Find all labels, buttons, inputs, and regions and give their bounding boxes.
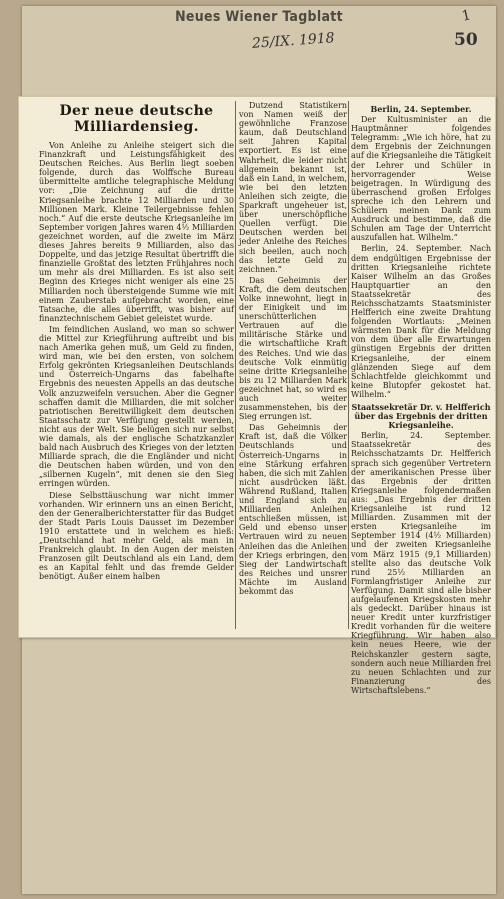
article-column-2 bbox=[239, 101, 347, 631]
article-paragraph: Der Kultusminister an die Hauptmänner folgendes Telegramm: „Wie ich höre, hat zu dem Ergebnis der Zeichnungen auf die Kriegsanleihe die Tätigkeit der Lehrer und Schüler in hervorragender Weise beigetragen. In Würdigung des überraschend großen Erfolges spreche ich den Lehrern und Schülern meinen Dank zum Ausdruck und bestimme, daß die Schulen am Tage der Unterricht auszufallen hat. Wilhelm.“ bbox=[351, 115, 491, 243]
article-paragraph: Im feindlichen Ausland, wo man so schwer die Mittel zur Kriegführung auftreibt und bis nach Amerika gehen muß, um Geld zu finden, wird man, wie bei den ersten, von solchem Erfolg gekrönten Kriegsanleihen Deutschlands und Österreich-Ungarns das fabelhafte Ergebnis des neuesten Appells an das deutsche Volk anzuzweifeln versuchen. Aber die Gegner schaffen damit die Milliarden, die mit solcher patriotischen Bereitwilligkeit dem deutschen Staatsschatz zur Verfügung gestellt werden, nicht aus der Welt. Sie belügen sich nur selbst wie damals, als der englische Schatzkanzler bald nach Ausbruch des Krieges von der letzten Milliarde sprach, die die Engländer und nicht die Deutschen haben würden, und von den „silbernen Kugeln“, mit denen sie den Sieg erringen würden. bbox=[39, 324, 234, 489]
article-column-3 bbox=[351, 101, 491, 695]
article-title: Der neue deutsche Milliardensieg. bbox=[59, 103, 214, 135]
newspaper-masthead: Neues Wiener Tagblatt bbox=[175, 9, 343, 25]
article-paragraph: Diese Selbsttäuschung war nicht immer vorhanden. Wir erinnern uns an einen Bericht, den der Generalberichterstatter für das Budget der Stadt Paris Louis Dausset im Dezember 1910 erstattete und in welchem es hieß: „Deutschland hat mehr Geld, als man in Frankreich glaubt. In den Augen der meisten Franzosen gilt Deutschland als ein Land, dem es an Kapital fehlt und das fremde Gelder benötigt. Außer einem halben bbox=[39, 490, 234, 582]
page-number: 50 bbox=[454, 30, 478, 50]
column-rule bbox=[348, 101, 349, 629]
article-paragraph: Berlin, 24. September. Staatssekretär des Reichsschatzamts Dr. Helfferich sprach sich gegenüber Vertretern der amerikanischen Presse über das Ergebnis der dritten Kriegsanleihe folgendermaßen aus: „Das Ergebnis der dritten Kriegsanleihe ist rund 12 Milliarden. Zusammen mit der ersten Kriegsanleihe im September 1914 (4½ Milliarden) und der zweiten Kriegsanleihe vom März 1915 (9,1 Milliarden) stellte also das deutsche Volk rund 25½ Milliarden an Formlangfristiger Anleihe zur Verfügung. Damit sind alle bisher aufgelaufenen Kriegskosten mehr als gedeckt. Darüber hinaus ist neuer Kredit unter kurzfristiger Kredit vorhanden für die weitere Kriegführung. Wir haben also kein neues Heere, wie der Reichskanzler gestern sagte, sondern auch neue Milliarden frei zu neuen Schlachten und zur Finanzierung des Wirtschaftslebens.“ bbox=[351, 431, 491, 695]
article-paragraph: Berlin, 24. September. Nach dem endgültigen Ergebnisse der dritten Kriegsanleihe richtete Kaiser Wilhelm an das Großes Hauptquartier an den Staatssekretär des Reichsschatzamts Staatsminister Helfferich eine zweite Drahtung folgenden Wortlauts: „Meinen wärmsten Dank für die Meldung von dem über alle Erwartungen günstigen Ergebnis der dritten Kriegsanleihe, der einem glänzenden Siege auf dem Schlachtfelde gleichkommt und keine Blutopfer gekostet hat. Wilhelm.“ bbox=[351, 244, 491, 399]
article-paragraph: Das Geheimnis der Kraft ist, daß die Völker Deutschlands und Österreich-Ungarns in eine Stärkung erfahren haben, die sich mit Zahlen nicht ausdrücken läßt. Während Rußland, Italien und England sich zu Milliarden Anleihen entschließen müssen, ist Geld und ebenso unser Vertrauen wird zu neuen Anleihen das die Anleihen der Kriegs erbringen, den Sieg der Landwirtschaft des Reiches und unsrer Mächte im Ausland bekommt das bbox=[239, 423, 347, 596]
article-paragraph: Von Anleihe zu Anleihe steigert sich die Finanzkraft und Leistungsfähigkeit des Deutschen Reiches. Aus Berlin liegt soeben folgende, durch das Wolffsche Bureau übermittelte amtliche telegraphische Meldung vor: „Die Zeichnung auf die dritte Kriegsanleihe brachte 12 Milliarden und 30 Millionen Mark. Kleine Teilergebnisse fehlen noch.“ Auf die erste deutsche Kriegsanleihe im September vorigen Jahres waren 4½ Milliarden gezeichnet worden, auf die zweite im März dieses Jahres bereits 9 Milliarden, also das Doppelte, und das jetzige Resultat übertrifft die finanzielle Großtat des letzten Frühjahres noch um mehr als drei Milliarden. Es ist also seit Beginn des Krieges nicht weniger als eine 25 Milliarden noch übersteigende Summe wie mit einem Zauberstab aufgebracht worden, eine Tatsache, die alles überrifft, was bisher auf finanztechnischem Gebiet geleistet wurde. bbox=[39, 141, 234, 323]
article-column-1 bbox=[39, 101, 234, 631]
article-paragraph: Dutzend Statistikern von Namen weiß der gewöhnliche Franzose kaum, daß Deutschland seit Jahren Kapital exportiert. Es ist eine Wahrheit, die leider nicht allgemein bekannt ist, daß ein Land, in welchem, wie bei den letzten Anleihen sich zeigte, die Sparkraft ungeheuer ist, über unerschöpfliche Quellen verfügt. Die Deutschen werden bei jeder Anleihe des Reiches sich beeilen, auch noch das letzte Geld zu zeichnen.“ bbox=[239, 101, 347, 274]
corner-mark: 1 bbox=[460, 7, 473, 25]
article-paragraph: Das Geheimnis der Kraft, die dem deutschen Volke innewohnt, liegt in der Einigkeit und im unerschütterlichen Vertrauen auf die militärische Stärke und die wirtschaftliche Kraft des Reiches. Und wie das deutsche Volk einmütig seine dritte Kriegsanleihe bis zu 12 Milliarden Mark gezeichnet hat, so wird es auch weiter zusammenstehen, bis der Sieg errungen ist. bbox=[239, 275, 347, 422]
handwritten-date: 25/IX. 1918 bbox=[251, 30, 336, 52]
section-heading: Staatssekretär Dr. v. Helfferich über das Ergebnis der dritten Kriegsanleihe. bbox=[351, 402, 491, 431]
section-heading: Berlin, 24. September. bbox=[370, 104, 472, 114]
newspaper-clipping bbox=[18, 96, 496, 695]
column-rule bbox=[235, 101, 236, 629]
